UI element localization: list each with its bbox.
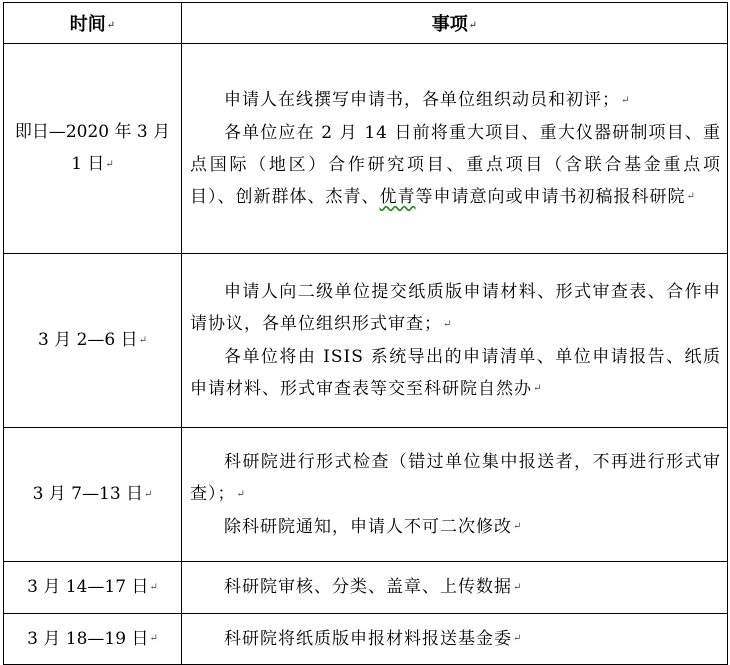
item-paragraph: 科研院审核、分类、盖章、上传数据↵ [224,577,523,598]
item-paragraph: 各单位应在 2 月 14 日前将重大项目、重大仪器研制项目、重点国际（地区）合作研究项目、重点项目（含联合基金重点项目）、创新群体、杰青、优青等申请意向或申请书初稿报科研院↵ [190,122,721,207]
item-paragraph: 申请人在线撰写申请书，各单位组织动员和初评；↵ [224,90,631,110]
table-row [4,254,728,428]
time-cell: 3 月 18—19 日↵ [4,614,182,665]
table-row [4,44,728,254]
item-cell [182,428,728,562]
item-cell [182,254,728,428]
table-row [4,428,728,562]
item-paragraph: 各单位将由 ISIS 系统导出的申请清单、单位申请报告、纸质申请材料、形式审查表等交至科研院自然办↵ [190,346,721,399]
table-row [4,614,728,665]
header-time: 时间↵ [4,3,182,44]
header-row [4,3,728,44]
item-cell [182,562,728,614]
item-paragraph: 申请人向二级单位提交纸质版申请材料、形式审查表、合作申请协议，各单位组织形式审查；↵ [190,282,721,334]
item-paragraph: 除科研院通知，申请人不可二次修改↵ [224,516,523,537]
header-item: 事项↵ [182,3,728,44]
time-cell: 3 月 7—13 日↵ [4,428,182,562]
time-cell: 3 月 14—17 日↵ [4,562,182,614]
item-cell [182,614,728,665]
schedule-table [3,2,728,665]
time-cell: 即日—2020 年 3 月 1 日↵ [4,44,182,254]
spellcheck-underlined-text: 优青 [379,186,416,207]
item-paragraph: 科研院进行形式检查（错过单位集中报送者，不再进行形式审查）；↵ [190,452,721,504]
item-paragraph: 科研院将纸质版申报材料报送基金委↵ [224,628,523,649]
time-cell: 3 月 2—6 日↵ [4,254,182,428]
item-cell [182,44,728,254]
table-row [4,562,728,614]
